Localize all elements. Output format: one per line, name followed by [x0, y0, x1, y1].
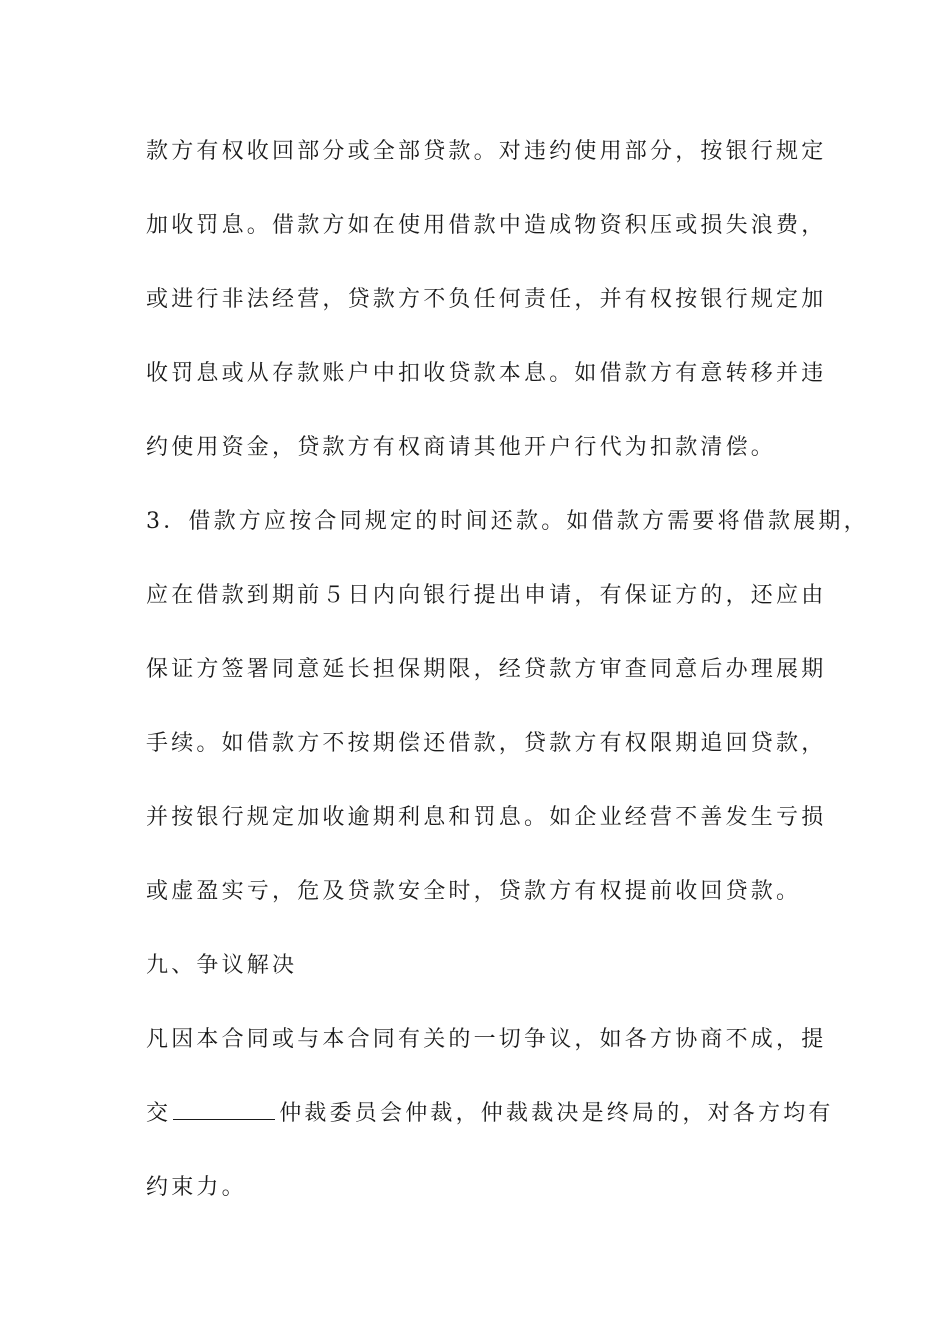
text-line: 并按银行规定加收逾期利息和罚息。如企业经营不善发生亏损: [146, 805, 827, 830]
fill-in-blank: [173, 1099, 275, 1120]
text-line: 款方有权收回部分或全部贷款。对违约使用部分，按银行规定: [146, 139, 827, 164]
text-line: 应在借款到期前５日内向银行提出申请，有保证方的，还应由: [146, 583, 827, 608]
text-line: 手续。如借款方不按期偿还借款，贷款方有权限期追回贷款，: [146, 731, 827, 756]
text-line: 加收罚息。借款方如在使用借款中造成物资积压或损失浪费，: [146, 213, 827, 238]
text-fragment: 仲裁委员会仲裁，仲裁裁决是终局的，对各方均有: [279, 1101, 834, 1126]
text-line: 约束力。: [146, 1175, 247, 1200]
text-line-with-blank: [146, 1099, 834, 1129]
section-heading: 九、争议解决: [146, 953, 298, 978]
text-line: 收罚息或从存款账户中扣收贷款本息。如借款方有意转移并违: [146, 361, 827, 386]
text-line: 或进行非法经营，贷款方不负任何责任，并有权按银行规定加: [146, 287, 827, 312]
text-line: 或虚盈实亏，危及贷款安全时，贷款方有权提前收回贷款。: [146, 879, 802, 904]
text-line: 约使用资金，贷款方有权商请其他开户行代为扣款清偿。: [146, 435, 777, 460]
text-fragment: 交: [146, 1101, 172, 1126]
text-line: 保证方签署同意延长担保期限，经贷款方审查同意后办理展期: [146, 657, 827, 682]
text-line: 凡因本合同或与本合同有关的一切争议，如各方协商不成，提: [146, 1027, 827, 1052]
text-line: 3．借款方应按合同规定的时间还款。如借款方需要将借款展期，: [146, 509, 869, 534]
